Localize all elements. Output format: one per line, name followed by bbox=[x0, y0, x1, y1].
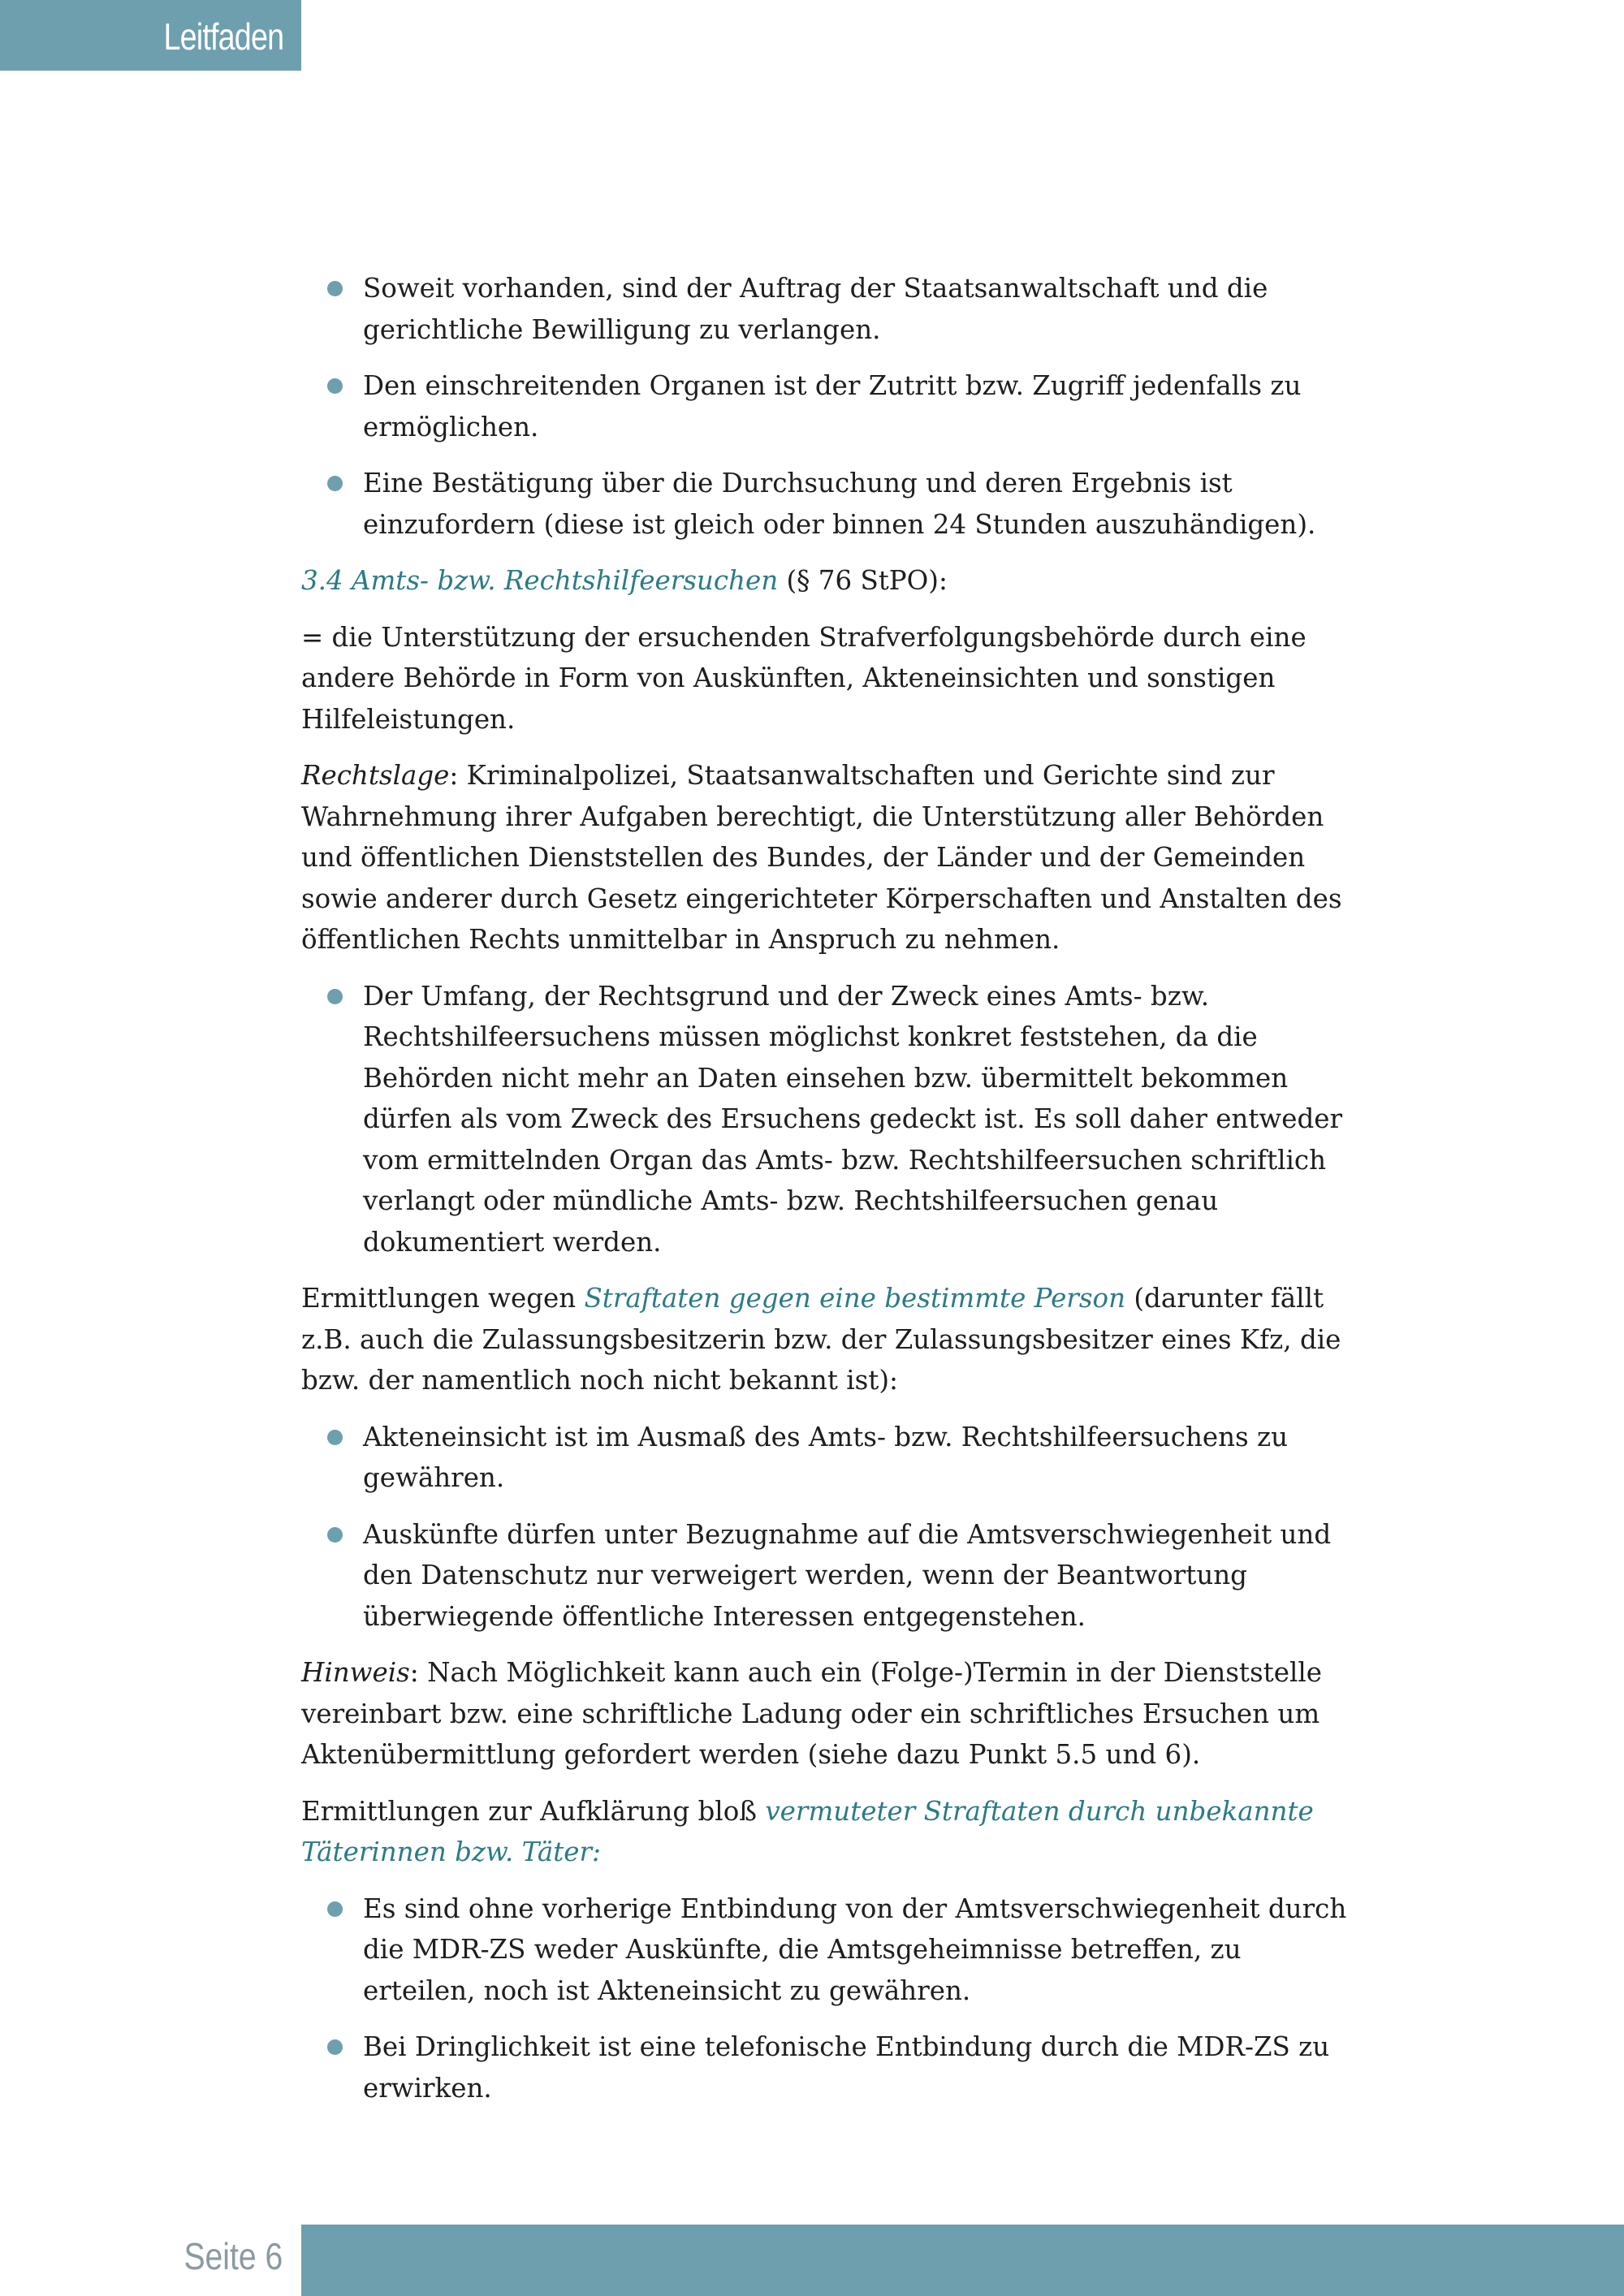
section-heading-title: 3.4 Amts- bzw. Rechtshilfeersuchen bbox=[301, 565, 779, 596]
list-item: Der Umfang, der Rechtsgrund und der Zweck eines Amts- bzw. Rechtshilfeersuchens müssen möglichst konkret feststehen, da die Behörden nicht mehr an Daten einsehen bzw. übermittelt bekommen dürfen als vom Zweck des Ersuchens gedeckt ist. Es soll daher entweder vom ermittelnden Organ das Amts- bzw. Rechtshilfeersuchen schriftlich verlangt oder mündliche Amts- bzw. Rechtshilfeersuchen genau dokumentiert werden. bbox=[301, 976, 1349, 1263]
rechtslage-label: Rechtslage bbox=[301, 760, 450, 791]
known-person-accent: Straftaten gegen eine bestimmte Person bbox=[584, 1283, 1126, 1314]
list-item: Bei Dringlichkeit ist eine telefonische Entbindung durch die MDR-ZS zu erwirken. bbox=[301, 2026, 1349, 2108]
known-person-paragraph bbox=[301, 1278, 1349, 1401]
bullet-list-top bbox=[301, 268, 1349, 545]
list-item: Soweit vorhanden, sind der Auftrag der Staatsanwaltschaft und die gerichtliche Bewilligung zu verlangen. bbox=[301, 268, 1349, 350]
bullet-list-unknown bbox=[301, 1888, 1349, 2109]
unknown-accent: vermuteter Straftaten durch unbekannte Täterinnen bzw. Täter: bbox=[301, 1795, 1314, 1867]
list-item: Akteneinsicht ist im Ausmaß des Amts- bzw. Rechtshilfeersuchens zu gewähren. bbox=[301, 1417, 1349, 1499]
known-person-suffix: (darunter fällt z.B. auch die Zulassungsbesitzerin bzw. der Zulassungsbesitzer eines Kfz, die bzw. der namentlich noch nicht bekannt ist): bbox=[301, 1283, 1341, 1396]
header-tab bbox=[0, 0, 301, 71]
list-item: Eine Bestätigung über die Durchsuchung und deren Ergebnis ist einzufordern (diese ist gleich oder binnen 24 Stunden auszuhändigen). bbox=[301, 463, 1349, 545]
rechtslage-paragraph bbox=[301, 755, 1349, 960]
rechtslage-text: : Kriminalpolizei, Staatsanwaltschaften und Gerichte sind zur Wahrnehmung ihrer Aufgaben berechtigt, die Unterstützung aller Behörden und öffentlichen Dienststellen des Bundes, der Länder und der Gemeinden sowie anderer durch Gesetz eingerichteter Körperschaften und Anstalten des öffentlichen Rechts unmittelbar in Anspruch zu nehmen. bbox=[301, 760, 1342, 955]
unknown-perpetrator-paragraph bbox=[301, 1791, 1349, 1873]
document-body bbox=[301, 268, 1349, 2124]
definition-paragraph: = die Unterstützung der ersuchenden Strafverfolgungsbehörde durch eine andere Behörde in Form von Auskünften, Akteneinsichten und sonstigen Hilfeleistungen. bbox=[301, 621, 1307, 735]
header-title: Leitfaden bbox=[163, 15, 283, 58]
section-heading bbox=[301, 560, 1349, 602]
hinweis-paragraph bbox=[301, 1652, 1349, 1776]
list-item: Den einschreitenden Organen ist der Zutritt bzw. Zugriff jedenfalls zu ermöglichen. bbox=[301, 365, 1349, 447]
section-heading-suffix: (§ 76 StPO): bbox=[786, 565, 948, 596]
bullet-list-scope bbox=[301, 976, 1349, 1263]
hinweis-text: : Nach Möglichkeit kann auch ein (Folge-)Termin in der Dienststelle vereinbart bzw. eine schriftliche Ladung oder ein schriftliches Ersuchen um Aktenübermittlung gefordert werden (siehe dazu Punkt 5.5 und 6). bbox=[301, 1657, 1322, 1770]
unknown-prefix: Ermittlungen zur Aufklärung bloß bbox=[301, 1795, 766, 1827]
list-item: Auskünfte dürfen unter Bezugnahme auf die Amtsverschwiegenheit und den Datenschutz nur verweigert werden, wenn der Beantwortung überwiegende öffentliche Interessen entgegenstehen. bbox=[301, 1514, 1349, 1638]
bullet-list-known-person bbox=[301, 1417, 1349, 1638]
page-number: Seite 6 bbox=[184, 2235, 283, 2277]
list-item: Es sind ohne vorherige Entbindung von der Amtsverschwiegenheit durch die MDR-ZS weder Auskünfte, die Amtsgeheimnisse betreffen, zu erteilen, noch ist Akteneinsicht zu gewähren. bbox=[301, 1888, 1349, 2012]
known-person-prefix: Ermittlungen wegen bbox=[301, 1283, 585, 1314]
hinweis-label: Hinweis bbox=[301, 1657, 410, 1688]
footer-bar bbox=[301, 2225, 1624, 2296]
